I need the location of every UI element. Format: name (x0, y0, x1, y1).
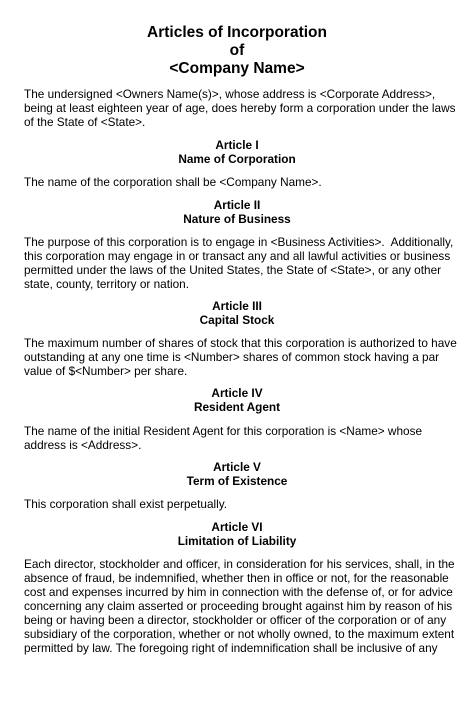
article-3-paragraph (24, 336, 457, 378)
article-1-number: Article I (215, 138, 259, 152)
article-5-heading: Term of Existence (186, 474, 288, 488)
article-4-line: address is <Address>. (24, 438, 142, 452)
article-6-line: being or having been a director, stockholder or officer of the corporation or of any (24, 613, 447, 627)
article-6-number: Article VI (211, 520, 263, 534)
article-2-paragraph (24, 235, 452, 291)
article-2-line: this corporation may engage in or transact any and all lawful activities or business (24, 249, 451, 263)
article-1-line: The name of the corporation shall be <Company Name>. (24, 175, 322, 189)
article-2-number: Article II (213, 198, 261, 212)
document-title-line-2: of (229, 42, 245, 59)
article-1-paragraph (24, 175, 452, 189)
article-4-number: Article IV (211, 386, 263, 400)
article-6-line: concerning any claim asserted or proceeding brought against him by reason of his (24, 599, 453, 613)
article-1-heading: Name of Corporation (178, 152, 296, 166)
article-3-line: The maximum number of shares of stock that this corporation is authorized to have (24, 336, 457, 350)
article-6-line: subsidiary of the corporation, whether or not wholly owned, to the maximum extent (24, 627, 455, 641)
intro-line: of the State of <State>. (24, 115, 146, 129)
article-6-line: cost and expenses incurred by him in connection with the defense of, or for advice (24, 585, 453, 599)
article-6-paragraph (24, 557, 455, 655)
article-4-heading: Resident Agent (193, 400, 281, 414)
article-6-line: absence of fraud, be indemnified, whether then in office or not, for the reasonable (24, 571, 449, 585)
article-3-number: Article III (212, 299, 262, 313)
document-title-line-1: Articles of Incorporation (147, 24, 327, 41)
article-2-line: state, county, territory or nation. (24, 277, 190, 291)
article-3-line: outstanding at any one time is <Number> shares of common stock having a par (24, 350, 440, 364)
article-3-line: value of $<Number> per share. (24, 364, 188, 378)
intro-line: The undersigned <Owners Name(s)>, whose address is <Corporate Address>, (24, 87, 436, 101)
article-4-line: The name of the initial Resident Agent for this corporation is <Name> whose (24, 424, 423, 438)
article-6-heading: Limitation of Liability (177, 534, 297, 548)
article-6-line: permitted by law. The foregoing right of indemnification shall be inclusive of any (24, 641, 438, 655)
intro-paragraph (24, 87, 456, 129)
article-2-line: permitted under the laws of the United States, the State of <State>, or any other (24, 263, 442, 277)
article-5-line: This corporation shall exist perpetually. (24, 497, 228, 511)
intro-line: being at least eighteen year of age, does hereby form a corporation under the laws (24, 101, 456, 115)
article-5-paragraph (24, 497, 452, 511)
article-2-line: The purpose of this corporation is to engage in <Business Activities>. Additionally, (24, 235, 454, 249)
article-5-number: Article V (213, 460, 261, 474)
article-2-heading: Nature of Business (183, 212, 291, 226)
article-4-paragraph (24, 424, 452, 452)
article-6-line: Each director, stockholder and officer, in consideration for his services, shall, in the (24, 557, 455, 571)
document-title-line-3: <Company Name> (169, 60, 305, 77)
article-3-heading: Capital Stock (199, 313, 275, 327)
